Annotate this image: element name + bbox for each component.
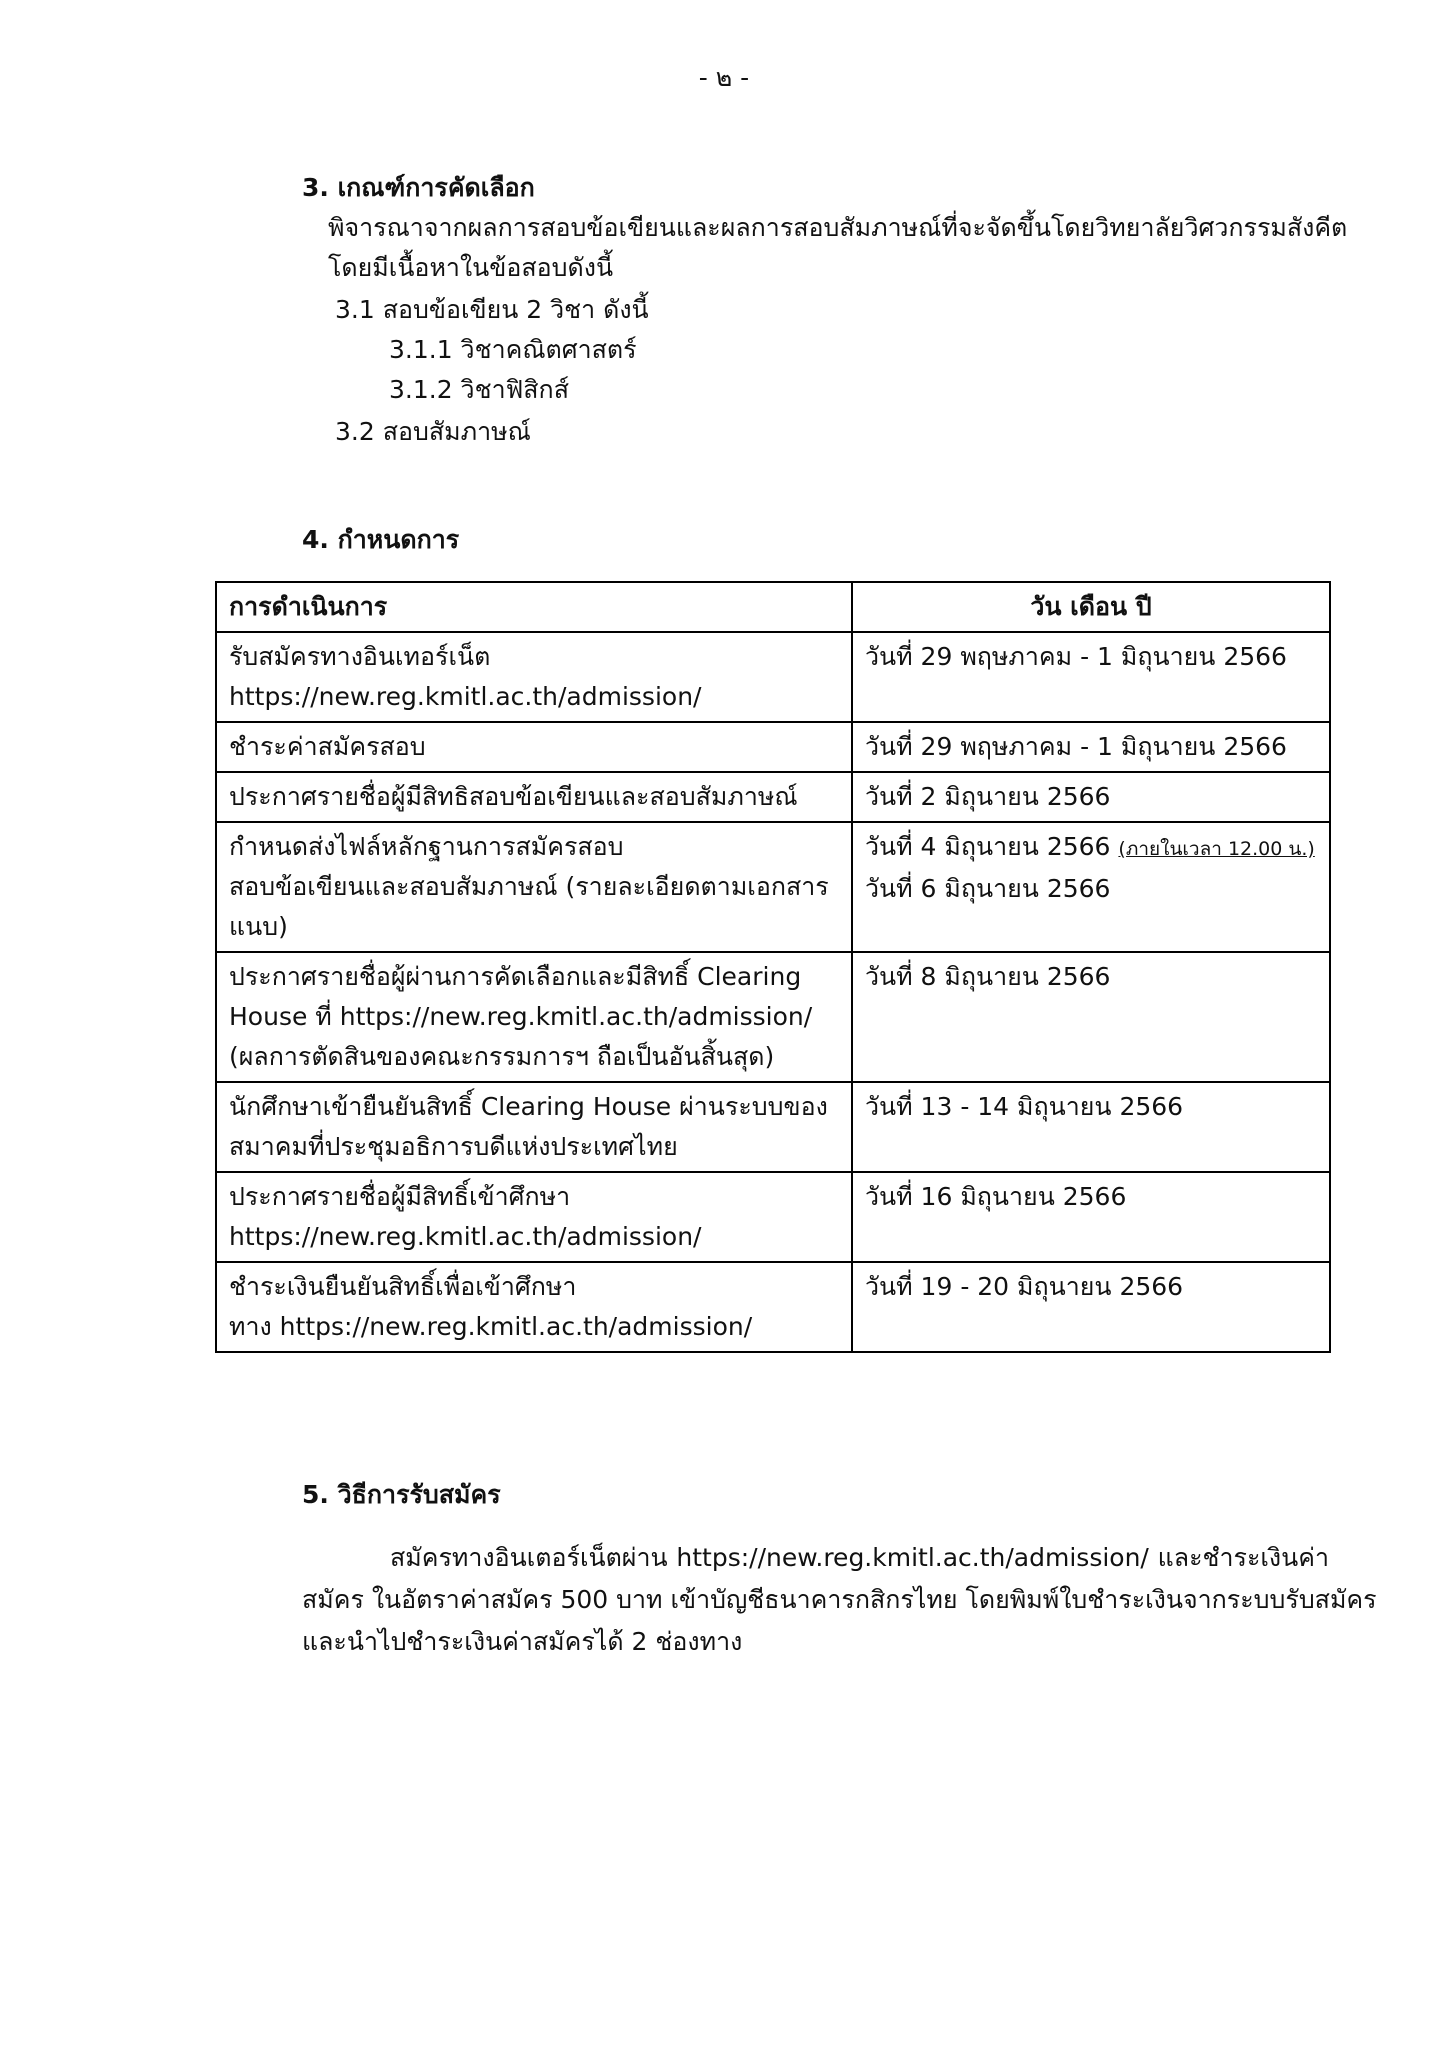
- date-line: [865, 957, 1317, 997]
- date-line: [865, 637, 1317, 677]
- schedule-table: [215, 581, 1331, 1353]
- activity-line: แนบ): [229, 912, 288, 941]
- activity-cell: [216, 952, 852, 1082]
- date-text: วันที่ 19 - 20 มิถุนายน 2566: [865, 1272, 1184, 1301]
- activity-line: ทาง https://new.reg.kmitl.ac.th/admission/: [229, 1312, 753, 1341]
- activity-line: ประกาศรายชื่อผู้ผ่านการคัดเลือกและมีสิทธิ์ Clearing: [229, 962, 802, 991]
- header-date: วัน เดือน ปี: [852, 582, 1330, 632]
- section-3-line-1: พิจารณาจากผลการสอบข้อเขียนและผลการสอบสัมภาษณ์ที่จะจัดขึ้นโดยวิทยาลัยวิศวกรรมสังคีต: [328, 213, 1348, 242]
- activity-line: ชำระเงินยืนยันสิทธิ์เพื่อเข้าศึกษา: [229, 1272, 577, 1301]
- date-line: [865, 1177, 1317, 1217]
- date-text: วันที่ 13 - 14 มิถุนายน 2566: [865, 1092, 1184, 1121]
- activity-cell: [216, 1082, 852, 1172]
- section-5-line-3: และนำไปชำระเงินค่าสมัครได้ 2 ช่องทาง: [302, 1627, 743, 1656]
- date-cell: [852, 722, 1330, 772]
- activity-line: รับสมัครทางอินเทอร์เน็ต: [229, 642, 491, 671]
- table-row: [216, 1172, 1330, 1262]
- activity-line: https://new.reg.kmitl.ac.th/admission/: [229, 682, 702, 711]
- section-5-heading: 5. วิธีการรับสมัคร: [302, 1480, 501, 1509]
- date-note: (ภายในเวลา 12.00 น.): [1118, 838, 1315, 860]
- section-3-line-2: โดยมีเนื้อหาในข้อสอบดังนี้: [328, 253, 614, 282]
- date-cell: [852, 772, 1330, 822]
- table-row: [216, 722, 1330, 772]
- table-row: [216, 632, 1330, 722]
- table-row: [216, 1262, 1330, 1352]
- table-row: [216, 772, 1330, 822]
- activity-line: House ที่ https://new.reg.kmitl.ac.th/admission/: [229, 1002, 813, 1031]
- table-row: [216, 952, 1330, 1082]
- date-cell: [852, 1082, 1330, 1172]
- activity-line: สอบข้อเขียนและสอบสัมภาษณ์ (รายละเอียดตามเอกสาร: [229, 872, 829, 901]
- date-cell: [852, 1262, 1330, 1352]
- date-cell: [852, 952, 1330, 1082]
- activity-cell: [216, 722, 852, 772]
- date-text: วันที่ 2 มิถุนายน 2566: [865, 782, 1111, 811]
- activity-line: https://new.reg.kmitl.ac.th/admission/: [229, 1222, 702, 1251]
- activity-line: ชำระค่าสมัครสอบ: [229, 732, 426, 761]
- date-text: วันที่ 16 มิถุนายน 2566: [865, 1182, 1127, 1211]
- activity-line: (ผลการตัดสินของคณะกรรมการฯ ถือเป็นอันสิ้นสุด): [229, 1042, 775, 1071]
- item-3-2: 3.2 สอบสัมภาษณ์: [335, 417, 531, 446]
- page-number: - ๒ -: [698, 63, 750, 92]
- item-3-1-2: 3.1.2 วิชาฟิสิกส์: [389, 375, 569, 404]
- date-text: วันที่ 29 พฤษภาคม - 1 มิถุนายน 2566: [865, 642, 1287, 671]
- section-4-heading: 4. กำหนดการ: [302, 525, 460, 554]
- table-row: [216, 822, 1330, 952]
- table-header-row: [216, 582, 1330, 632]
- item-3-1: 3.1 สอบข้อเขียน 2 วิชา ดังนี้: [335, 295, 649, 324]
- activity-cell: [216, 1262, 852, 1352]
- activity-line: กำหนดส่งไฟล์หลักฐานการสมัครสอบ: [229, 832, 624, 861]
- date-line: [865, 1267, 1317, 1307]
- activity-cell: [216, 1172, 852, 1262]
- activity-cell: [216, 822, 852, 952]
- date-text: วันที่ 6 มิถุนายน 2566: [865, 874, 1111, 903]
- section-5-line-1: สมัครทางอินเตอร์เน็ตผ่าน https://new.reg.kmitl.ac.th/admission/ และชำระเงินค่า: [390, 1543, 1329, 1572]
- date-text: วันที่ 29 พฤษภาคม - 1 มิถุนายน 2566: [865, 732, 1287, 761]
- activity-cell: [216, 632, 852, 722]
- date-line: [865, 727, 1317, 767]
- date-line: [865, 869, 1317, 909]
- date-text: วันที่ 4 มิถุนายน 2566: [865, 832, 1111, 861]
- section-5-line-2: สมัคร ในอัตราค่าสมัคร 500 บาท เข้าบัญชีธนาคารกสิกรไทย โดยพิมพ์ใบชำระเงินจากระบบรับสมัคร: [302, 1585, 1377, 1614]
- item-3-1-1: 3.1.1 วิชาคณิตศาสตร์: [389, 335, 637, 364]
- table-row: [216, 1082, 1330, 1172]
- activity-line: ประกาศรายชื่อผู้มีสิทธิ์เข้าศึกษา: [229, 1182, 571, 1211]
- header-activity: การดำเนินการ: [216, 582, 852, 632]
- activity-line: นักศึกษาเข้ายืนยันสิทธิ์ Clearing House ผ่านระบบของ: [229, 1092, 828, 1121]
- activity-line: ประกาศรายชื่อผู้มีสิทธิสอบข้อเขียนและสอบสัมภาษณ์: [229, 782, 798, 811]
- date-line: [865, 1087, 1317, 1127]
- date-cell: [852, 632, 1330, 722]
- activity-line: สมาคมที่ประชุมอธิการบดีแห่งประเทศไทย: [229, 1132, 678, 1161]
- activity-cell: [216, 772, 852, 822]
- date-text: วันที่ 8 มิถุนายน 2566: [865, 962, 1111, 991]
- date-line: [865, 827, 1317, 869]
- date-line: [865, 777, 1317, 817]
- date-cell: [852, 1172, 1330, 1262]
- date-cell: [852, 822, 1330, 952]
- section-3-heading: 3. เกณฑ์การคัดเลือก: [302, 173, 535, 202]
